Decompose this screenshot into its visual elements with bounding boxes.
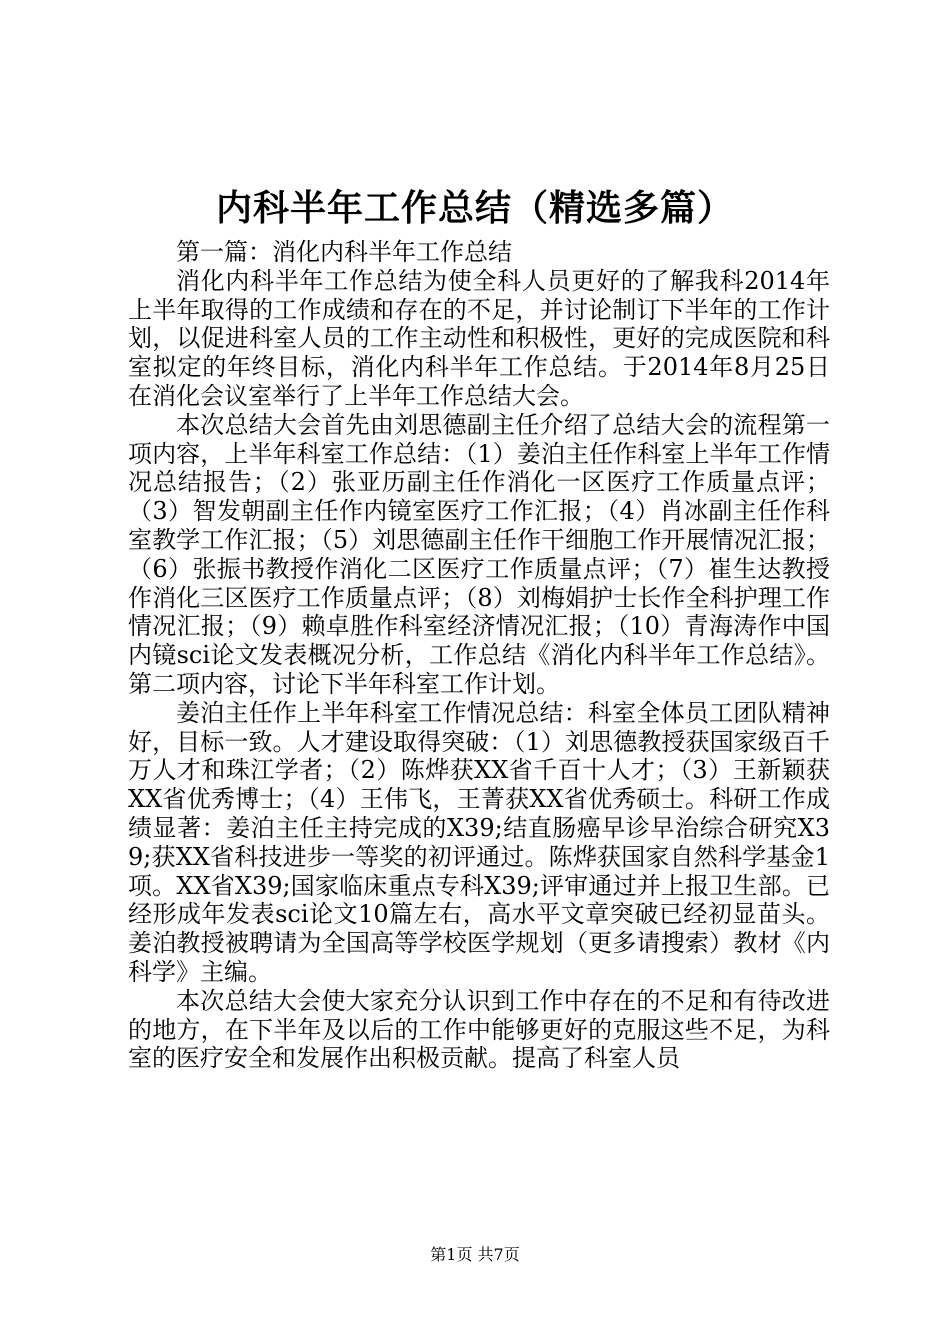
page-footer: 第1页 共7页 (430, 1245, 520, 1264)
section-heading: 第一篇：消化内科半年工作总结 (176, 238, 512, 266)
paragraph: 消化内科半年工作总结为使全科人员更好的了解我科2014年上半年取得的工作成绩和存在的不足，并讨论制订下半年的工作计划，以促进科室人员的工作主动性和积极性，更好的完成医院和科室拟定的年终目标，消化内科半年工作总结。于2014年8月25日在消化会议室举行了上半年工作总结大会。 (128, 266, 830, 410)
paragraph: 姜泊主任作上半年科室工作情况总结：科室全体员工团队精神好，目标一致。人才建设取得突破：（1）刘思德教授获国家级百千万人才和珠江学者；（2）陈烨获XX省千百十人才；（3）王新颖获XX省优秀博士；（4）王伟飞，王菁获XX省优秀硕士。科研工作成绩显著：姜泊主任主持完成的X39;结直肠癌早诊早治综合研究X39;获XX省科技进步一等奖的初评通过。陈烨获国家自然科学基金1项。XX省X39;国家临床重点专科X39;评审通过并上报卫生部。已经形成年发表sci论文10篇左右，高水平文章突破已经初显苗头。姜泊教授被聘请为全国高等学校医学规划（更多请搜索）教材《内科学》主编。 (128, 698, 830, 986)
document-body (128, 238, 830, 1073)
document-title: 内科半年工作总结（精选多篇） (215, 187, 734, 229)
paragraph: 本次总结大会首先由刘思德副主任介绍了总结大会的流程第一项内容，上半年科室工作总结：（1）姜泊主任作科室上半年工作情况总结报告；（2）张亚历副主任作消化一区医疗工作质量点评；（3）智发朝副主任作内镜室医疗工作汇报；（4）肖冰副主任作科室教学工作汇报；（5）刘思德副主任作干细胞工作开展情况汇报；（6）张振书教授作消化二区医疗工作质量点评；（7）崔生达教授作消化三区医疗工作质量点评；（8）刘梅娟护士长作全科护理工作情况汇报；（9）赖卓胜作科室经济情况汇报；（10）青海涛作中国内镜sci论文发表概况分析，工作总结《消化内科半年工作总结》。第二项内容，讨论下半年科室工作计划。 (128, 410, 830, 698)
paragraph: 本次总结大会使大家充分认识到工作中存在的不足和有待改进的地方，在下半年及以后的工作中能够更好的克服这些不足，为科室的医疗安全和发展作出积极贡献。提高了科室人员 (128, 986, 830, 1073)
